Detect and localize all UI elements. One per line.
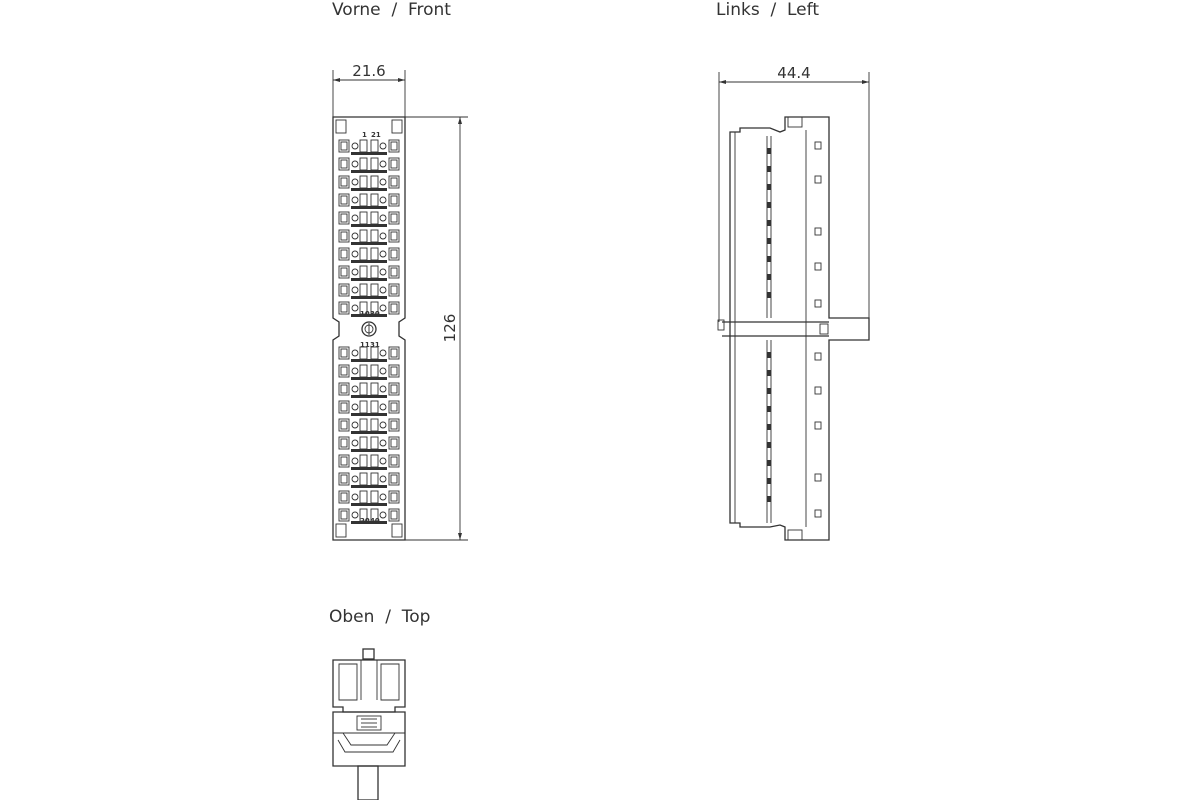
terminal-window [815, 422, 821, 429]
screw-terminal-inner [341, 286, 347, 294]
screw-terminal-inner [391, 232, 397, 240]
release-hole [352, 251, 358, 257]
screw-terminal-inner [391, 385, 397, 393]
screw-terminal-inner [341, 367, 347, 375]
release-hole [352, 287, 358, 293]
serration-notch [767, 460, 771, 466]
terminal-separator [351, 413, 387, 416]
screw-terminal-inner [391, 367, 397, 375]
release-hole [380, 305, 386, 311]
terminal-window [815, 142, 821, 149]
serration-notch [767, 442, 771, 448]
wire-entry [360, 140, 367, 152]
release-hole [380, 476, 386, 482]
release-hole [352, 440, 358, 446]
terminal-separator [351, 485, 387, 488]
serration-notch [767, 256, 771, 262]
release-hole [352, 179, 358, 185]
wire-entry [371, 437, 378, 449]
left-view-title: Links / Left [716, 0, 819, 20]
wire-entry [360, 473, 367, 485]
screw-terminal-inner [391, 142, 397, 150]
screw-terminal-inner [391, 493, 397, 501]
wire-entry [371, 455, 378, 467]
screw-terminal-inner [391, 214, 397, 222]
terminal-separator [351, 377, 387, 380]
wire-entry [360, 230, 367, 242]
serration-notch [767, 184, 771, 190]
pin-label-10: 10 [360, 310, 370, 318]
screw-terminal-inner [341, 475, 347, 483]
left-depth-dimension [719, 64, 869, 322]
wire-entry [360, 419, 367, 431]
release-hole [380, 512, 386, 518]
left-serrations [767, 148, 771, 502]
pin-label-20: 20 [360, 517, 370, 525]
screw-terminal-inner [391, 268, 397, 276]
serration-notch [767, 352, 771, 358]
screw-terminal-inner [391, 457, 397, 465]
front-view-title: Vorne / Front [332, 0, 451, 20]
release-hole [380, 143, 386, 149]
release-hole [380, 251, 386, 257]
wire-entry [371, 383, 378, 395]
screw-terminal-inner [391, 286, 397, 294]
wire-entry [360, 212, 367, 224]
serration-notch [767, 496, 771, 502]
release-hole [352, 494, 358, 500]
serration-notch [767, 424, 771, 430]
front-view [333, 62, 468, 540]
screw-terminal-inner [341, 493, 347, 501]
screw-terminal-inner [341, 268, 347, 276]
release-hole [352, 161, 358, 167]
screw-terminal-inner [341, 232, 347, 240]
wire-entry [360, 437, 367, 449]
wire-entry [360, 401, 367, 413]
top-latch-pin [363, 649, 374, 659]
wire-entry [360, 491, 367, 503]
terminal-window [815, 176, 821, 183]
release-hole [352, 305, 358, 311]
screw-terminal-inner [391, 304, 397, 312]
left-depth-label: 44.4 [777, 64, 811, 82]
screw-terminal-inner [391, 439, 397, 447]
release-hole [380, 386, 386, 392]
top-housing-outline [333, 712, 405, 766]
release-hole [352, 197, 358, 203]
wire-entry [360, 158, 367, 170]
terminal-window [815, 387, 821, 394]
release-hole [380, 197, 386, 203]
serration-notch [767, 274, 771, 280]
pin-label-21: 21 [371, 131, 381, 139]
terminal-separator [351, 359, 387, 362]
screw-terminal-inner [391, 511, 397, 519]
release-hole [380, 179, 386, 185]
terminal-separator [351, 503, 387, 506]
serration-notch [767, 292, 771, 298]
screw-terminal-inner [341, 250, 347, 258]
release-hole [352, 368, 358, 374]
top-view-title: Oben / Top [329, 607, 431, 627]
terminal-separator [351, 170, 387, 173]
terminal-separator [351, 206, 387, 209]
screw-terminal-inner [391, 250, 397, 258]
wire-entry [371, 158, 378, 170]
screw-terminal-inner [341, 196, 347, 204]
wire-entry [371, 401, 378, 413]
serration-notch [767, 388, 771, 394]
serration-notch [767, 478, 771, 484]
release-hole [352, 386, 358, 392]
front-width-label: 21.6 [352, 62, 386, 80]
screw-terminal-inner [341, 511, 347, 519]
release-hole [352, 404, 358, 410]
screw-terminal-inner [341, 349, 347, 357]
release-hole [380, 368, 386, 374]
serration-notch [767, 406, 771, 412]
terminal-separator [351, 296, 387, 299]
terminal-window [815, 474, 821, 481]
release-hole [352, 422, 358, 428]
wire-entry [360, 383, 367, 395]
serration-notch [767, 202, 771, 208]
serration-notch [767, 220, 771, 226]
terminal-separator [351, 260, 387, 263]
screw-terminal-inner [341, 439, 347, 447]
screw-terminal-inner [341, 160, 347, 168]
screw-terminal-inner [341, 421, 347, 429]
screw-terminal-inner [391, 421, 397, 429]
terminal-separator [351, 449, 387, 452]
release-hole [352, 215, 358, 221]
terminal-separator [351, 395, 387, 398]
wire-entry [371, 491, 378, 503]
screw-terminal-inner [341, 178, 347, 186]
screw-terminal-inner [341, 214, 347, 222]
screw-terminal-inner [391, 196, 397, 204]
release-hole [380, 215, 386, 221]
release-hole [352, 458, 358, 464]
screw-terminal-inner [391, 178, 397, 186]
screw-terminal-inner [341, 457, 347, 465]
wire-entry [371, 473, 378, 485]
wire-entry [371, 194, 378, 206]
wire-entry [371, 230, 378, 242]
pin-label-30: 30 [370, 310, 380, 318]
wire-entry [371, 365, 378, 377]
release-hole [380, 269, 386, 275]
release-hole [352, 350, 358, 356]
wire-entry [360, 266, 367, 278]
terminal-window [815, 228, 821, 235]
terminal-window [815, 510, 821, 517]
serration-notch [767, 166, 771, 172]
release-hole [380, 494, 386, 500]
screw-terminal-inner [341, 142, 347, 150]
serration-notch [767, 238, 771, 244]
pin-label-40: 40 [370, 517, 380, 525]
center-screw [362, 322, 376, 336]
terminal-separator [351, 188, 387, 191]
wire-entry [371, 212, 378, 224]
release-hole [352, 233, 358, 239]
release-hole [380, 161, 386, 167]
top-mounting-shaft [358, 766, 378, 800]
terminal-window [815, 300, 821, 307]
release-hole [380, 287, 386, 293]
release-hole [380, 422, 386, 428]
terminal-window [815, 353, 821, 360]
pin-label-31: 31 [370, 341, 380, 349]
release-hole [352, 269, 358, 275]
wire-entry [371, 140, 378, 152]
release-hole [380, 440, 386, 446]
terminal-separator [351, 431, 387, 434]
screw-terminal-inner [391, 349, 397, 357]
wire-entry [371, 176, 378, 188]
serration-notch [767, 370, 771, 376]
wire-entry [371, 248, 378, 260]
release-hole [380, 233, 386, 239]
screw-terminal-inner [391, 160, 397, 168]
release-hole [380, 458, 386, 464]
terminal-window [815, 263, 821, 270]
screw-terminal-inner [341, 403, 347, 411]
left-housing-outline [730, 117, 869, 540]
wire-entry [360, 194, 367, 206]
release-hole [380, 350, 386, 356]
release-hole [380, 404, 386, 410]
wire-entry [360, 365, 367, 377]
release-hole [352, 143, 358, 149]
pin-label-1: 1 [362, 131, 367, 139]
wire-entry [360, 176, 367, 188]
wire-entry [360, 248, 367, 260]
pin-label-11: 11 [360, 341, 370, 349]
terminal-separator [351, 467, 387, 470]
wire-entry [371, 419, 378, 431]
wire-entry [371, 284, 378, 296]
screw-terminal-inner [391, 475, 397, 483]
terminal-separator [351, 242, 387, 245]
terminal-separator [351, 278, 387, 281]
terminal-separator [351, 224, 387, 227]
top-view [333, 649, 405, 800]
front-height-dimension [405, 117, 468, 540]
left-view [718, 64, 869, 540]
front-height-label: 126 [441, 313, 459, 343]
serration-notch [767, 148, 771, 154]
terminal-separator [351, 152, 387, 155]
release-hole [352, 476, 358, 482]
front-width-dimension [333, 62, 405, 120]
wire-entry [360, 455, 367, 467]
screw-terminal-inner [341, 385, 347, 393]
screw-terminal-inner [341, 304, 347, 312]
release-hole [352, 512, 358, 518]
screw-terminal-inner [391, 403, 397, 411]
wire-entry [371, 266, 378, 278]
wire-entry [360, 284, 367, 296]
